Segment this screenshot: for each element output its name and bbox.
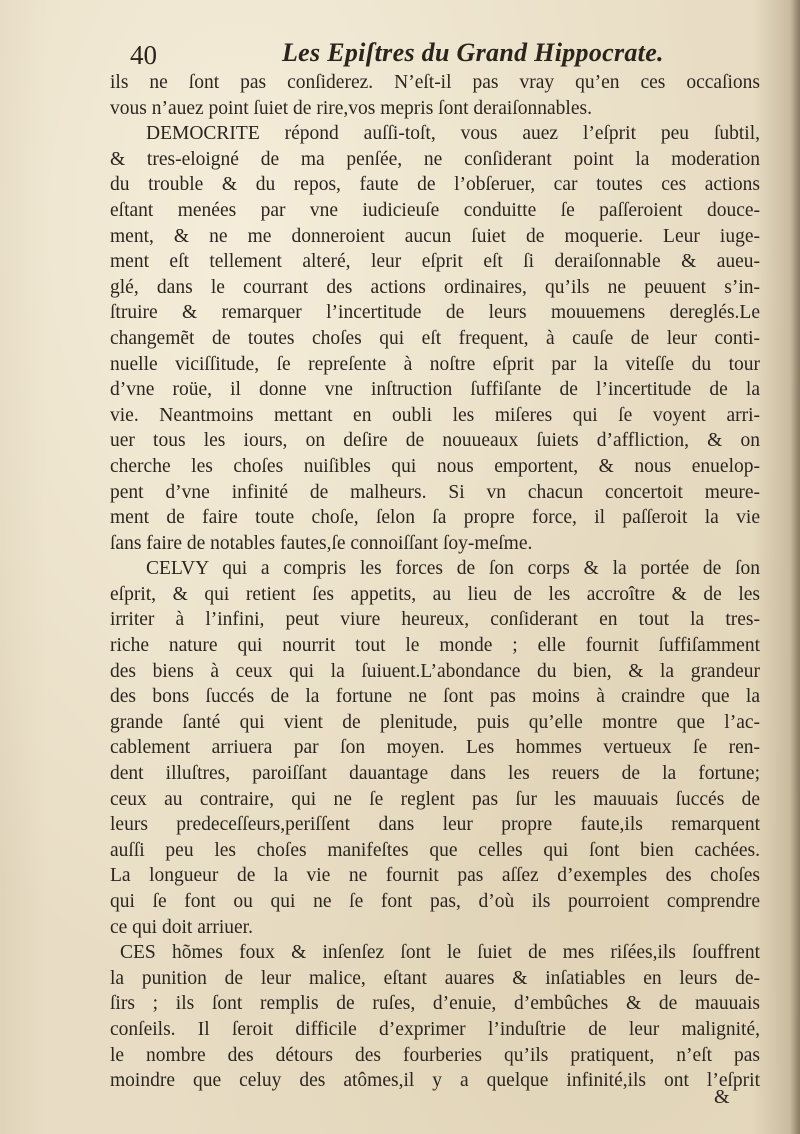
- text-line: conſeils. Il ſeroit difficile d’exprimer l’induſtrie de leur malignité,: [110, 1018, 760, 1040]
- text-line: cablement arriuera par ſon moyen. Les hommes vertueux ſe ren-: [110, 737, 760, 759]
- text-line: ſans faire de notables fautes,ſe connoiſſant ſoy-meſme.: [110, 532, 533, 554]
- text-line: dent illuſtres, paroiſſant dauantage dans les reuers de la fortune;: [110, 763, 760, 785]
- text-line: du trouble & du repos, faute de l’obſeruer, car toutes ces actions: [110, 174, 760, 196]
- text-line: riche nature qui nourrit tout le monde ; elle fournit ſuffiſamment: [110, 635, 760, 657]
- catchword: &: [714, 1086, 730, 1108]
- text-line: DEMOCRITE répond auſſi-toſt, vous auez l’eſprit peu ſubtil,: [146, 123, 760, 145]
- text-line: ceux au contraire, qui ne ſe reglent pas ſur les mauuais ſuccés de: [110, 788, 760, 810]
- text-line: vous n’auez point ſuiet de rire,vos mepris ſont deraiſonnables.: [110, 97, 592, 119]
- text-line: moindre que celuy des atômes,il y a quelque infinité,ils ont l’eſprit: [110, 1070, 760, 1092]
- text-line: ils ne ſont pas conſiderez. N’eſt-il pas vray qu’en ces occaſions: [110, 72, 760, 93]
- text-line: auſſi peu les choſes manifeſtes que celles qui ſont bien cachées.: [110, 839, 760, 861]
- text-line: pent d’vne infinité de malheurs. Si vn chacun concertoit meure-: [110, 481, 760, 503]
- text-line: le nombre des détours des fourberies qu’ils pratiquent, n’eſt pas: [110, 1044, 760, 1066]
- text-line: grande ſanté qui vient de plenitude, puis qu’elle montre que l’ac-: [110, 711, 760, 733]
- page-number: 40: [130, 40, 157, 70]
- text-line: uer tous les iours, on deſire de nouueaux ſuiets d’affliction, & on: [110, 430, 760, 452]
- text-line: eſprit, & qui retient ſes appetits, au lieu de les accroître & de les: [110, 583, 760, 605]
- body-text: [110, 70, 760, 1094]
- text-line: glé, dans le courrant des actions ordinaires, qu’ils ne peuuent s’in-: [110, 276, 760, 298]
- page-header: [122, 38, 752, 72]
- text-line: nuelle viciſſitude, ſe repreſente à noſtre eſprit par la viteſſe du tour: [110, 353, 760, 375]
- text-line: ment eſt tellement alteré, leur eſprit eſt ſi deraiſonnable & aueu-: [110, 251, 760, 273]
- text-line: CELVY qui a compris les forces de ſon corps & la portée de ſon: [146, 558, 760, 580]
- text-line: leurs predeceſſeurs,periſſent dans leur propre faute,ils remarquent: [110, 814, 760, 836]
- text-line: CES hõmes foux & inſenſez ſont le ſuiet de mes riſées,ils ſouffrent: [120, 942, 760, 964]
- text-line: ſirs ; ils ſont remplis de ruſes, d’enuie, d’embûches & de mauuais: [110, 993, 760, 1015]
- text-line: vie. Neantmoins mettant en oubli les miſeres qui ſe voyent arri-: [110, 404, 760, 426]
- text-line: La longueur de la vie ne fournit pas aſſez d’exemples des choſes: [110, 865, 760, 887]
- text-line: des biens à ceux qui la ſuiuent.L’abondance du bien, & la grandeur: [110, 660, 760, 682]
- text-line: cherche les choſes nuiſibles qui nous emportent, & nous enuelop-: [110, 455, 760, 477]
- text-line: irriter à l’infini, peut viure heureux, conſiderant en tout la tres-: [110, 609, 760, 631]
- text-line: eſtant menées par vne iudicieuſe conduitte ſe paſſeroient douce-: [110, 199, 760, 221]
- text-line: ſtruire & remarquer l’incertitude de leurs mouuemens dereglés.Le: [110, 302, 760, 324]
- text-line: d’vne roüe, il donne vne inſtruction ſuffiſante de l’incertitude de la: [110, 379, 760, 401]
- text-line: ment de faire toute choſe, ſelon ſa propre force, il paſſeroit la vie: [110, 507, 760, 529]
- text-line: qui ſe font ou qui ne ſe font pas, d’où ils pourroient comprendre: [110, 891, 760, 912]
- text-line: ce qui doit arriuer.: [110, 916, 253, 938]
- text-line: ment, & ne me donneroient aucun ſuiet de moquerie. Leur iuge-: [110, 225, 760, 247]
- text-line: changemẽt de toutes choſes qui eſt frequent, à cauſe de leur conti-: [110, 327, 760, 349]
- text-line: des bons ſuccés de la fortune ne ſont pas moins à craindre que la: [110, 686, 760, 708]
- text-line: la punition de leur malice, eſtant auares & inſatiables en leurs de-: [110, 967, 760, 989]
- running-head: Les Epiſtres du Grand Hippocrate.: [282, 38, 664, 67]
- text-line: & tres-eloigné de ma penſée, ne conſiderant point la moderation: [110, 148, 760, 170]
